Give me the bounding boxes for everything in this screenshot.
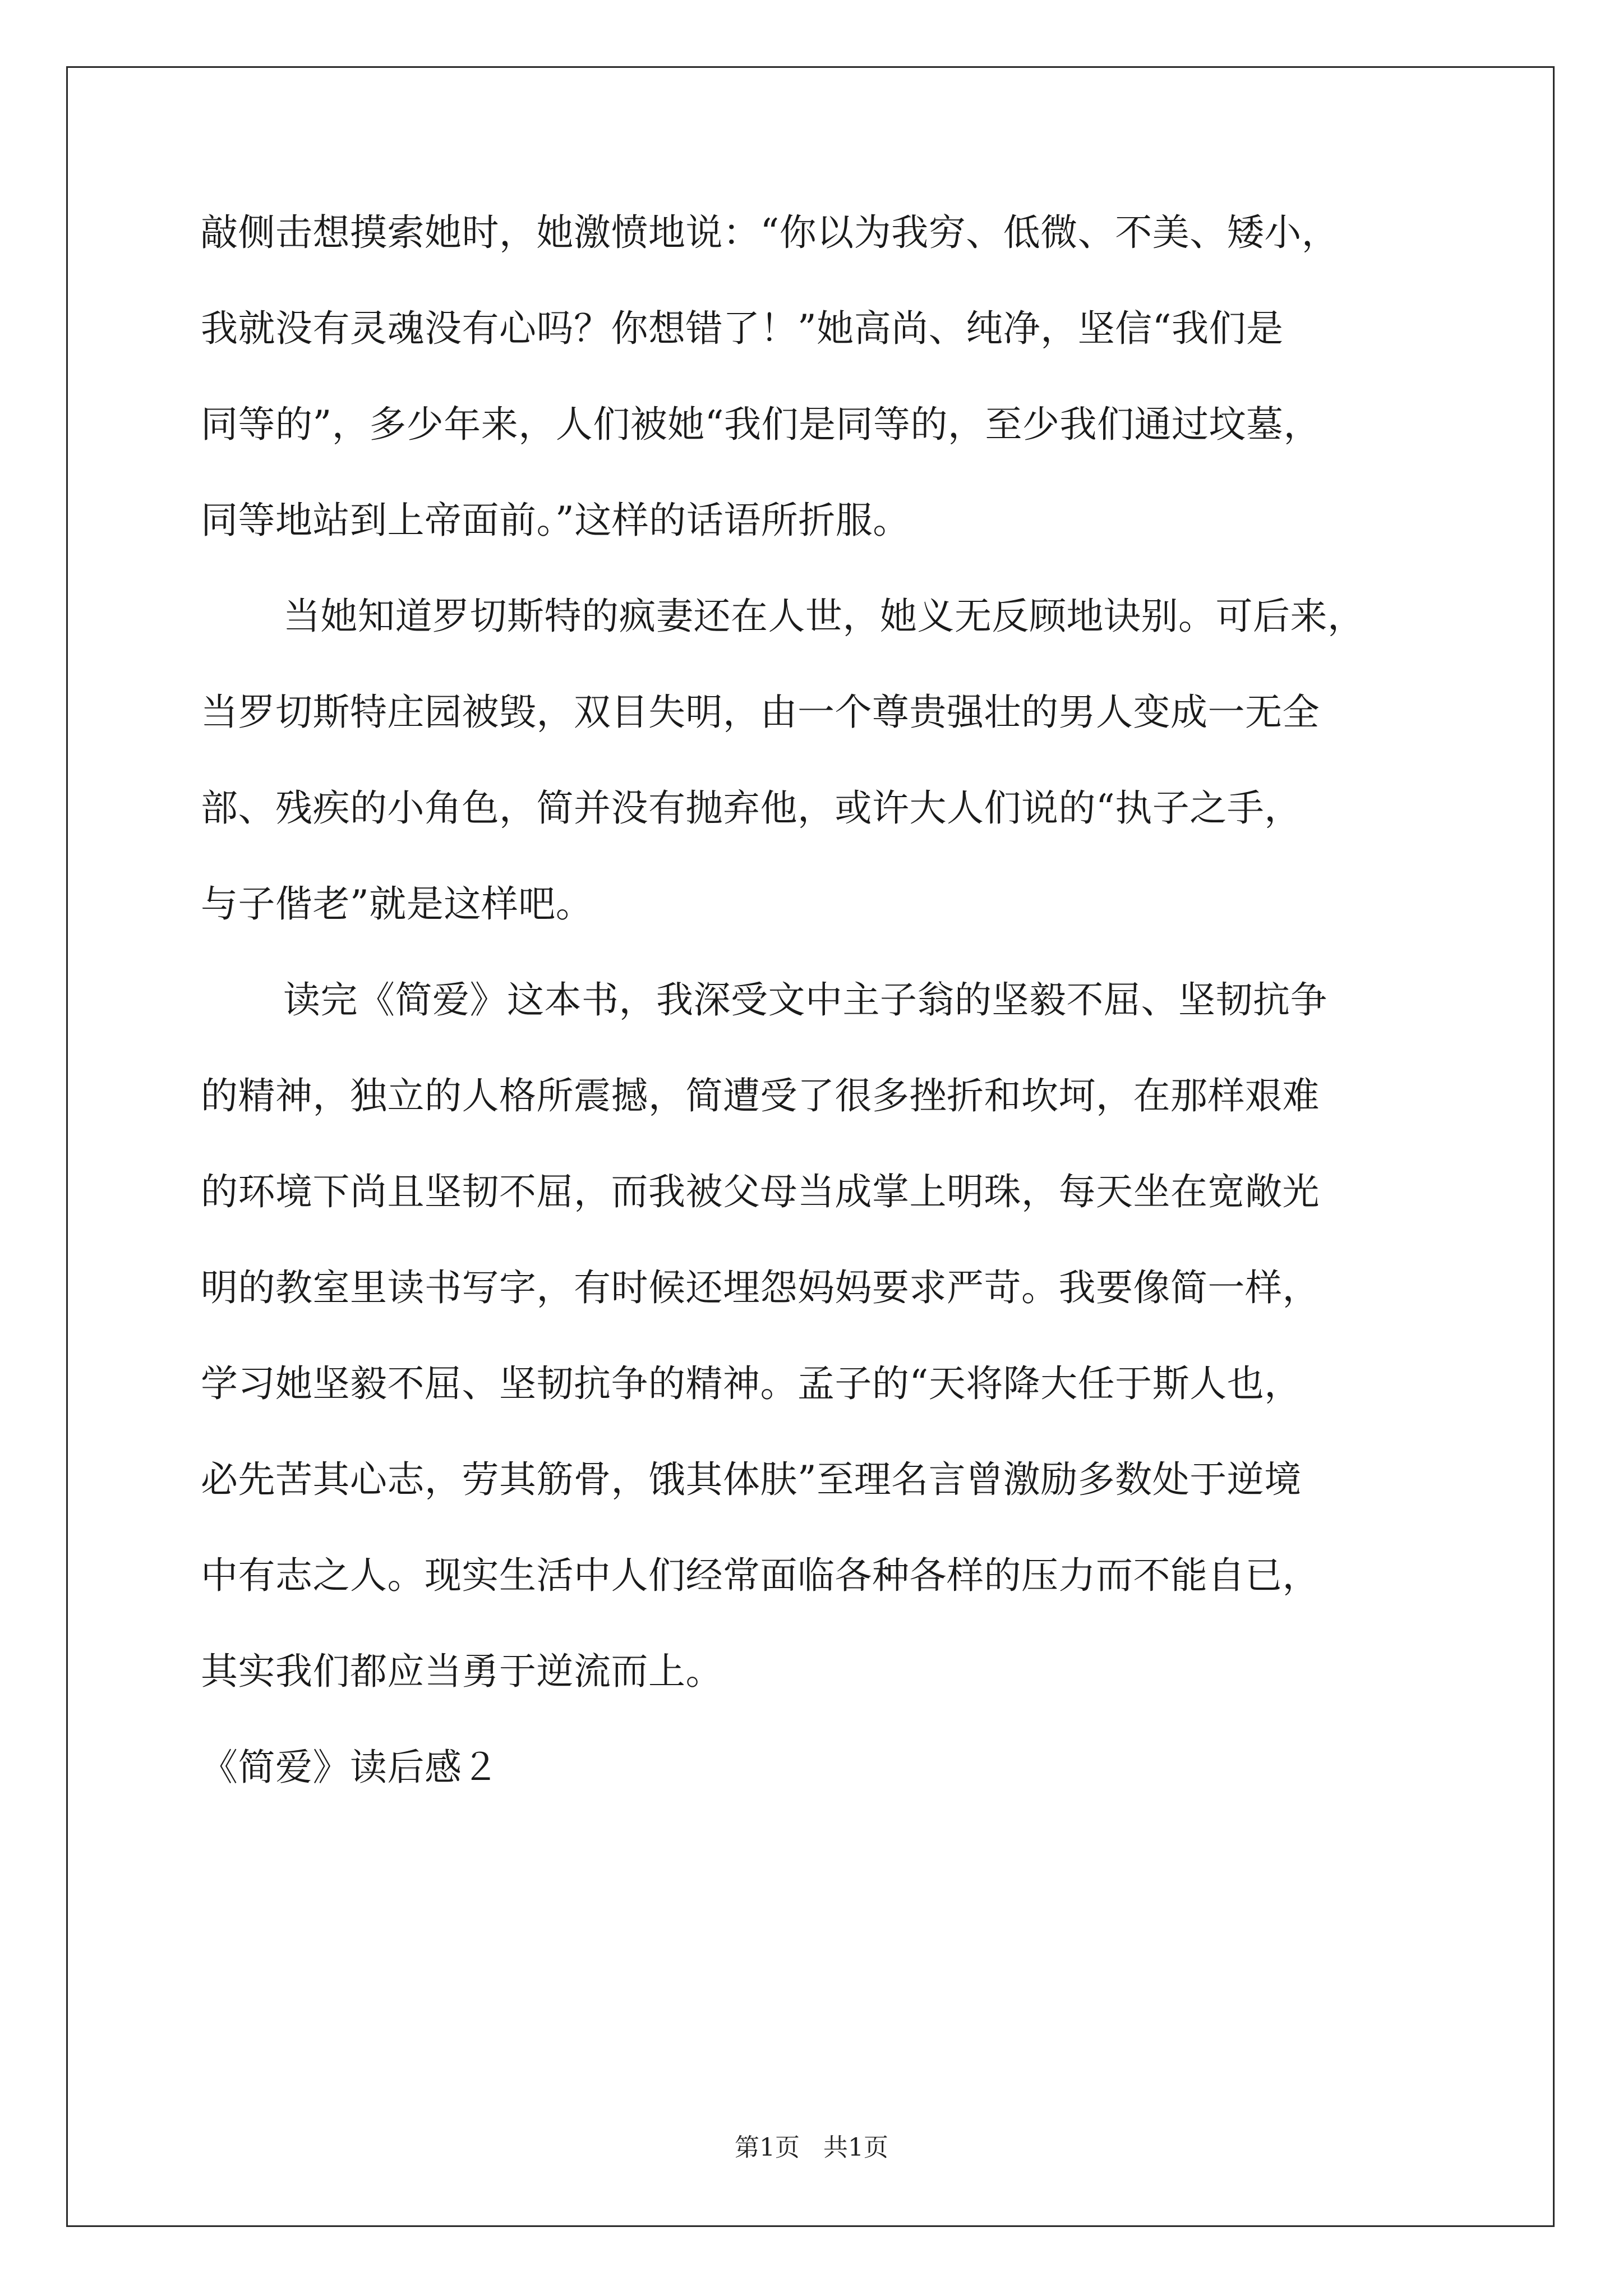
text-line: 当她知道罗切斯特的疯妻还在人世，她义无反顾地诀别。可后来， xyxy=(283,595,1365,638)
page-footer xyxy=(0,2127,1623,2163)
text-line: 明的教室里读书写字，有时候还埋怨妈妈要求严苛。我要像简一样， xyxy=(201,1266,1320,1309)
text-line: 当罗切斯特庄园被毁，双目失明，由一个尊贵强壮的男人变成一无全 xyxy=(201,691,1320,734)
text-line: 我就没有灵魂没有心吗？你想错了！”她高尚、纯净，坚信“我们是 xyxy=(201,307,1284,350)
text-line: 的环境下尚且坚韧不屈，而我被父母当成掌上明珠，每天坐在宽敞光 xyxy=(201,1170,1320,1213)
section-heading: 《简爱》读后感２ xyxy=(201,1746,499,1789)
page-number-current: 第1页 xyxy=(735,2133,800,2162)
text-line: 中有志之人。现实生活中人们经常面临各种各样的压力而不能自已， xyxy=(201,1554,1320,1597)
text-line: 学习她坚毅不屈、坚韧抗争的精神。孟子的“天将降大任于斯人也， xyxy=(201,1362,1302,1405)
text-line: 读完《简爱》这本书，我深受文中主子翁的坚毅不屈、坚韧抗争 xyxy=(283,978,1327,1022)
text-line: 的精神，独立的人格所震撼，简遭受了很多挫折和坎坷，在那样艰难 xyxy=(201,1074,1320,1117)
text-line: 其实我们都应当勇于逆流而上。 xyxy=(201,1650,723,1693)
text-line: 同等的”，多少年来，人们被她“我们是同等的，至少我们通过坟墓， xyxy=(201,403,1321,446)
text-line: 同等地站到上帝面前。”这样的话语所折服。 xyxy=(201,499,910,542)
page-number-total: 共1页 xyxy=(823,2133,888,2162)
text-line: 与子偕老”就是这样吧。 xyxy=(201,882,593,926)
text-line: 敲侧击想摸索她时，她激愤地说：“你以为我穷、低微、不美、矮小， xyxy=(201,211,1339,254)
document-body xyxy=(201,211,1440,1845)
text-line: 部、残疾的小角色，简并没有抛弃他，或许大人们说的“执子之手， xyxy=(201,786,1302,830)
text-line: 必先苦其心志，劳其筋骨，饿其体肤”至理名言曾激励多数处于逆境 xyxy=(201,1458,1302,1501)
